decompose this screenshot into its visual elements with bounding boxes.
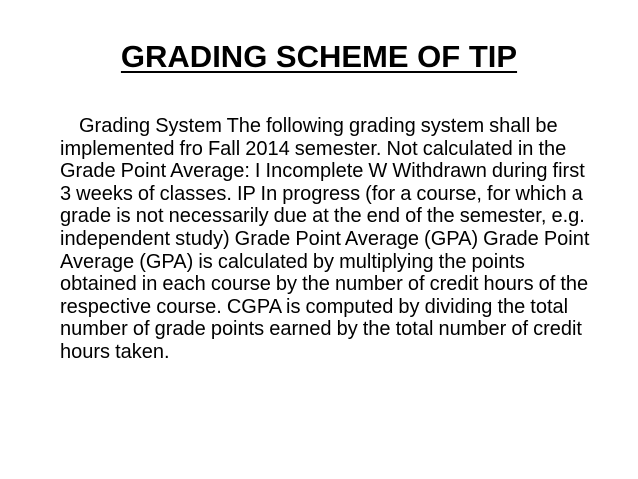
slide-body-paragraph: Grading System The following grading system shall be implemented fro Fall 2014 semester. Not calculated in the Grade Point Average: I Incomplete W Withdrawn during first 3 weeks of classes. IP In progress (for a course, for which a grade is not necessarily due at the end of the semester, e.g. independent study) Grade Point Average (GPA) Grade Point Average (GPA) is calculated by multiplying the points obtained in each course by the number of credit hours of the respective course. CGPA is computed by dividing the total number of grade points earned by the total number of credit hours taken. xyxy=(60,115,590,363)
slide-title-text: GRADING SCHEME OF TIP xyxy=(120,39,518,74)
slide-title xyxy=(0,38,638,77)
